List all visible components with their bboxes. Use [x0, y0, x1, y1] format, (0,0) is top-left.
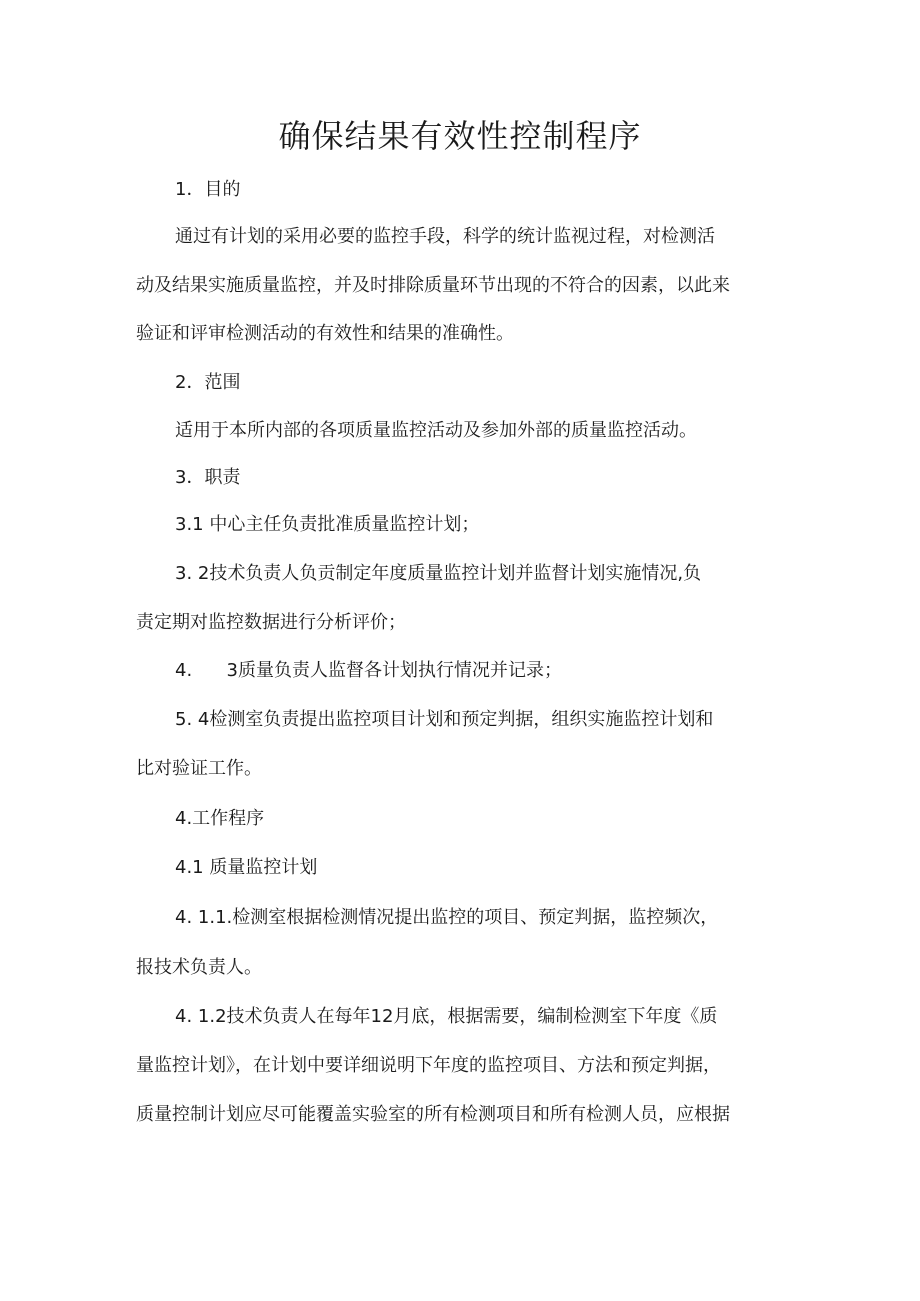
paragraph-line: 适用于本所内部的各项质量监控活动及参加外部的质量监控活动。 [175, 420, 697, 441]
section-heading: 1．目的 [175, 179, 241, 200]
paragraph-line: 比对验证工作。 [136, 758, 262, 779]
subsection-heading: 4.1 质量监控计划 [175, 857, 318, 878]
section-heading: 2．范围 [175, 372, 241, 393]
paragraph-line: 3.1 中心主任负责批准质量监控计划； [175, 514, 480, 535]
paragraph-line: 4. 3质量负责人监督各计划执行情况并记录； [175, 660, 562, 681]
paragraph-line: 量监控计划》，在计划中要详细说明下年度的监控项目、方法和预定判据， [136, 1055, 721, 1076]
paragraph-line: 3. 2技术负责人负贡制定年度质量监控计划并监督计划实施情况,负 [175, 563, 702, 584]
paragraph-line: 动及结果实施质量监控，并及时排除质量环节出现的不符合的因素，以此来 [136, 275, 730, 296]
paragraph-line: 4. 1.1.检测室根据检测情况提出监控的项目、预定判据，监控频次， [175, 907, 719, 928]
document-title: 确保结果有效性控制程序 [278, 117, 642, 155]
paragraph-line: 验证和评审检测活动的有效性和结果的准确性。 [136, 323, 514, 344]
paragraph-line: 质量控制计划应尽可能覆盖实验室的所有检测项目和所有检测人员，应根据 [136, 1104, 730, 1125]
section-heading: 3．职责 [175, 467, 241, 488]
paragraph-line: 责定期对监控数据进行分析评价； [136, 612, 406, 633]
paragraph-line: 通过有计划的采用必要的监控手段，科学的统计监视过程，对检测活 [175, 226, 715, 247]
paragraph-line: 5. 4检测室负责提出监控项目计划和预定判据，组织实施监控计划和 [175, 709, 714, 730]
paragraph-line: 报技术负责人。 [136, 957, 262, 978]
paragraph-line: 4. 1.2技术负责人在每年12月底，根据需要，编制检测室下年度《质 [175, 1006, 718, 1027]
section-heading: 4.工作程序 [175, 808, 265, 829]
